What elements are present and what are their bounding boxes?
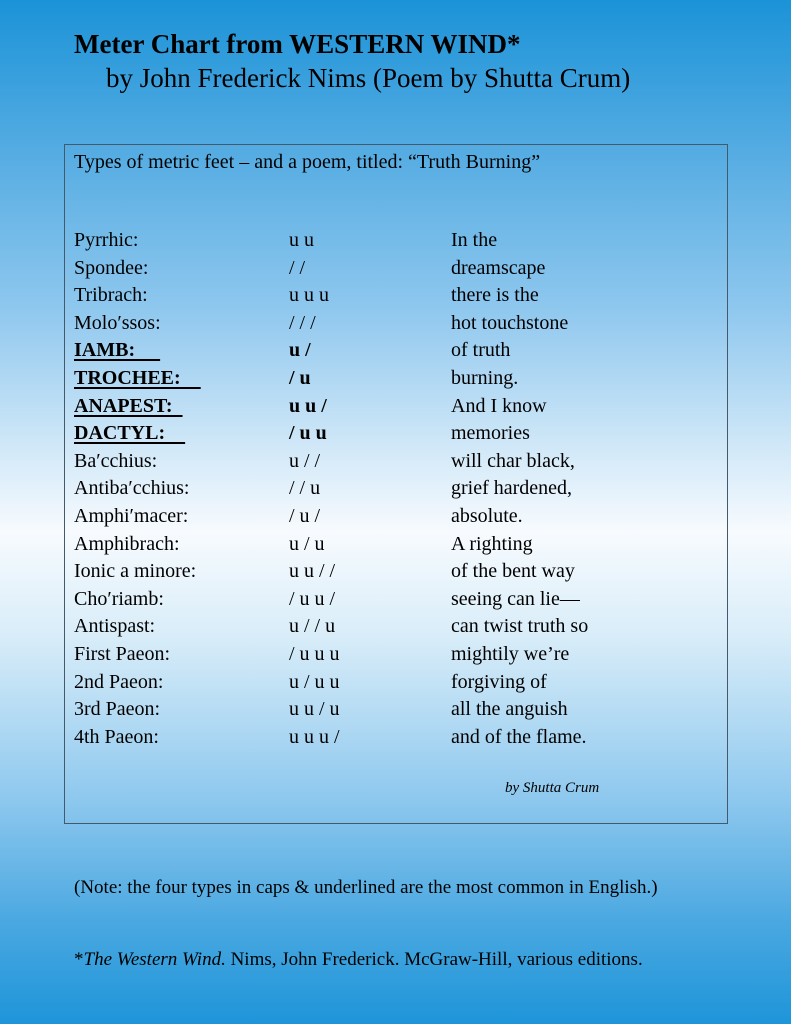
stress-pattern: u u u [289, 284, 329, 307]
stress-pattern: u u [289, 229, 314, 251]
foot-name: Pyrrhic: [74, 229, 139, 251]
meter-row [65, 282, 727, 310]
stress-pattern: u u / u [289, 698, 340, 721]
meter-row [65, 420, 727, 448]
foot-name: Ionic a minore: [74, 560, 197, 583]
meter-row [65, 448, 727, 476]
poem-line: memories [451, 422, 530, 445]
poem-line: hot touchstone [451, 311, 569, 334]
poem-line: And I know [451, 394, 547, 417]
foot-name: Tribrach: [74, 284, 148, 307]
stress-pattern: / / u [289, 477, 321, 500]
meter-rows [65, 227, 727, 751]
stress-pattern: u u u / [289, 725, 340, 748]
foot-name: ANAPEST: [74, 394, 183, 417]
poem-line: will char black, [451, 449, 575, 472]
foot-name: 4th Paeon: [74, 725, 159, 748]
meter-row [65, 724, 727, 752]
citation [74, 948, 643, 972]
stress-pattern: / u [289, 366, 311, 389]
poem-line: and of the flame. [451, 725, 587, 748]
foot-name: Amphibrach: [74, 532, 180, 555]
poem-line: In the [451, 229, 498, 251]
stress-pattern: / u u / [289, 587, 336, 610]
foot-name: IAMB: [74, 339, 161, 362]
meter-row [65, 696, 727, 724]
poem-author: by Shutta Crum [505, 780, 600, 796]
meter-row [65, 531, 727, 559]
stress-pattern: / u u [289, 422, 327, 445]
foot-name: Antispast: [74, 615, 156, 638]
poem-line: dreamscape [451, 256, 546, 279]
poem-line: of the bent way [451, 560, 575, 583]
stress-pattern: / / / [289, 311, 316, 334]
foot-name: 3rd Paeon: [74, 698, 161, 721]
poem-line: all the anguish [451, 698, 568, 721]
foot-name: First Paeon: [74, 642, 171, 665]
meter-row [65, 227, 727, 255]
foot-name: 2nd Paeon: [74, 670, 164, 693]
foot-name: Amphi′macer: [74, 504, 189, 527]
foot-name: Spondee: [74, 256, 149, 279]
poem-line: there is the [451, 284, 539, 307]
stress-pattern: / u u u [289, 642, 340, 665]
stress-pattern: u / u [289, 532, 325, 555]
meter-row [65, 558, 727, 586]
stress-pattern: u / u u [289, 670, 340, 693]
stress-pattern: u u / / [289, 560, 336, 583]
stress-pattern: / / [289, 256, 306, 279]
citation-book-title: The Western Wind. [83, 949, 226, 970]
foot-name: TROCHEE: [74, 366, 201, 389]
foot-name: Molo′ssos: [74, 311, 161, 334]
common-types-note: (Note: the four types in caps & underlined are the most common in English.) [74, 877, 658, 898]
citation-star: * [74, 949, 84, 970]
stress-pattern: u u / [289, 394, 327, 417]
poem-line: A righting [451, 532, 533, 555]
meter-row [65, 613, 727, 641]
meter-row [65, 669, 727, 697]
poem-line: forgiving of [451, 670, 547, 693]
foot-name: Ba′cchius: [74, 449, 158, 472]
page-title: Meter Chart from WESTERN WIND* [74, 29, 521, 59]
stress-pattern: u / / [289, 449, 321, 472]
meter-row [65, 255, 727, 283]
meter-row [65, 475, 727, 503]
page-subtitle: by John Frederick Nims (Poem by Shutta Crum) [106, 63, 631, 93]
chart-heading: Types of metric feet – and a poem, titled: “Truth Burning” [74, 151, 541, 173]
poem-line: seeing can lie— [451, 587, 580, 610]
poem-line: can twist truth so [451, 615, 589, 638]
citation-details: Nims, John Frederick. McGraw-Hill, various editions. [225, 949, 643, 970]
poem-line: absolute. [451, 504, 523, 527]
poem-line: grief hardened, [451, 477, 573, 500]
meter-row [65, 393, 727, 421]
foot-name: Antiba′cchius: [74, 477, 190, 500]
meter-row [65, 503, 727, 531]
foot-name: DACTYL: [74, 422, 186, 445]
foot-name: Cho′riamb: [74, 587, 164, 610]
poem-line: burning. [451, 366, 519, 389]
meter-row [65, 310, 727, 338]
stress-pattern: u / / u [289, 615, 336, 638]
poem-line: mightily we’re [451, 642, 570, 665]
meter-chart-box [64, 144, 728, 824]
meter-row [65, 365, 727, 393]
meter-row [65, 641, 727, 669]
meter-row [65, 586, 727, 614]
stress-pattern: / u / [289, 504, 321, 527]
poem-line: of truth [451, 339, 511, 362]
meter-row [65, 337, 727, 365]
stress-pattern: u / [289, 339, 311, 362]
